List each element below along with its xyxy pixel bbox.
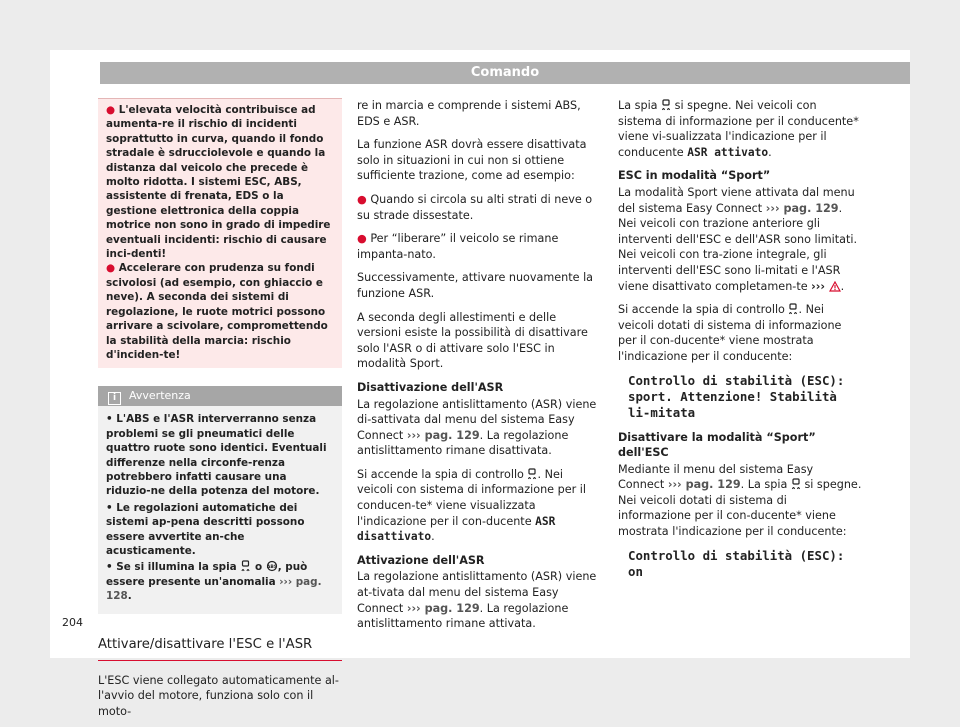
warning-triangle-icon	[829, 281, 841, 292]
paragraph: Si accende la spia di controllo . Nei veicoli con sistema di informazione per il conducen-te* viene visualizzata l'indicazione per il con-ducente ASR disattivato.	[357, 467, 586, 544]
page-number: 204	[62, 616, 83, 629]
svg-text:ABS: ABS	[266, 565, 277, 571]
page-header: Comando	[100, 62, 910, 84]
subheading: Disattivare la modalità “Sport” dell'ESC	[618, 430, 816, 460]
section-title: Attivare/disattivare l'ESC e l'ASR	[98, 636, 342, 661]
manual-page	[50, 50, 910, 718]
paragraph: L'ESC viene collegato automaticamente al-l'avvio del motore, funziona solo con il moto-	[98, 673, 339, 718]
paragraph: La regolazione antislittamento (ASR) viene at-tivata dal menu del sistema Easy Connect ››› pag. 129. La regolazione antislittamento rimane attivata.	[357, 570, 597, 631]
paragraph: La regolazione antislittamento (ASR) viene di-sattivata dal menu del sistema Easy Connect ››› pag. 129. La regolazione antislittamento rimane disattivata.	[357, 397, 597, 458]
paragraph: Mediante il menu del sistema Easy Connect ››› pag. 129. La spia si spegne. Nei veicoli dotati di sistema di informazione per il con-ducente* viene mostrata l'indicazione per il conducente:	[618, 462, 862, 539]
paragraph: Si accende la spia di controllo . Nei veicoli dotati di sistema di informazione per il con-ducente* viene mostrata l'indicazione per il conducente:	[618, 303, 842, 363]
paragraph: Successivamente, attivare nuovamente la funzione ASR.	[357, 271, 594, 300]
note-box	[98, 386, 342, 613]
note-header: i Avvertenza	[98, 386, 342, 406]
note-item: • Le regolazioni automatiche dei sistemi ap-pena descritti possono essere avvertite an-che acusticamente.	[106, 501, 305, 557]
bullet-item: ● Quando si circola su alti strati di neve o su strade dissestate.	[357, 192, 593, 222]
bullet-item: ● Per “liberare” il veicolo se rimane impanta-nato.	[357, 232, 559, 261]
esc-off-icon	[527, 468, 537, 480]
column-left	[98, 98, 342, 727]
traction-warning-icon	[240, 560, 251, 572]
note-item: • L'ABS e l'ASR interverranno senza problemi se gli pneumatici delle quattro ruote sono identici. Eventuali differenze nella circonfe-renza potrebbero infatti causare una riduzio-ne della potenza del motore.	[106, 413, 327, 498]
warning-item: ● Accelerare con prudenza su fondi scivolosi (ad esempio, con ghiaccio e neve). A seconda dei sistemi di regolazione, le ruote motrici possono arrivare a scivolare, compromettendo la stabilità della marcia: rischio d'inciden-te!	[106, 262, 328, 361]
subheading: Disattivazione dell'ASR	[357, 380, 504, 394]
abs-warning-icon	[266, 560, 278, 572]
column-middle	[357, 98, 601, 640]
paragraph: La funzione ASR dovrà essere disattivata solo in situazioni in cui non si ottiene sufficiente trazione, come ad esempio:	[357, 138, 587, 183]
info-icon: i	[108, 392, 121, 405]
esc-off-icon	[788, 303, 798, 315]
esc-off-icon	[791, 478, 801, 490]
paragraph: A seconda degli allestimenti e delle versioni esiste la possibilità di disattivare solo l'ASR o di attivare solo l'ESC in modalità Sport.	[357, 310, 588, 371]
paragraph: re in marcia e comprende i sistemi ABS, EDS e ASR.	[357, 99, 581, 128]
subheading: ESC in modalità “Sport”	[618, 169, 771, 183]
warning-box	[98, 98, 342, 368]
note-body	[98, 406, 342, 613]
paragraph: La spia si spegne. Nei veicoli con sistema di informazione per il conducente* viene vi-sualizzata l'indicazione per il conducente ASR attivato.	[618, 99, 859, 159]
warning-item: ● L'elevata velocità contribuisce ad aumenta-re il rischio di incidenti soprattutto in curva, quando il fondo stradale è sdrucciolevole e quando la distanza dal veicolo che precede è molto ridotta. I sistemi ESC, ABS, assistente di frenata, EDS o la gestione elettronica della coppia motrice non sono in grado di impedire eventuali incidenti: rischio di causare inci-denti!	[106, 104, 331, 261]
column-right	[618, 98, 862, 589]
paragraph: La modalità Sport viene attivata dal menu del sistema Easy Connect ››› pag. 129. Nei veicoli con trazione anteriore gli interventi dell'ESC e dell'ASR sono limitati. Nei veicoli con tra-zione integrale, gli interventi dell'ESC sono li-mitati e l'ASR viene disattivato completamen-te ››› .	[618, 185, 858, 293]
driver-display-message: Controllo di stabilità (ESC): sport. Attenzione! Stabilità li-mitata	[628, 372, 845, 420]
note-item: • Se si illumina la spia o ABS , può essere presente un'anomalia ››› pag. 128.	[106, 561, 322, 603]
esc-off-icon	[661, 99, 671, 111]
subheading: Attivazione dell'ASR	[357, 553, 485, 567]
driver-display-message: Controllo di stabilità (ESC): on	[628, 547, 845, 579]
